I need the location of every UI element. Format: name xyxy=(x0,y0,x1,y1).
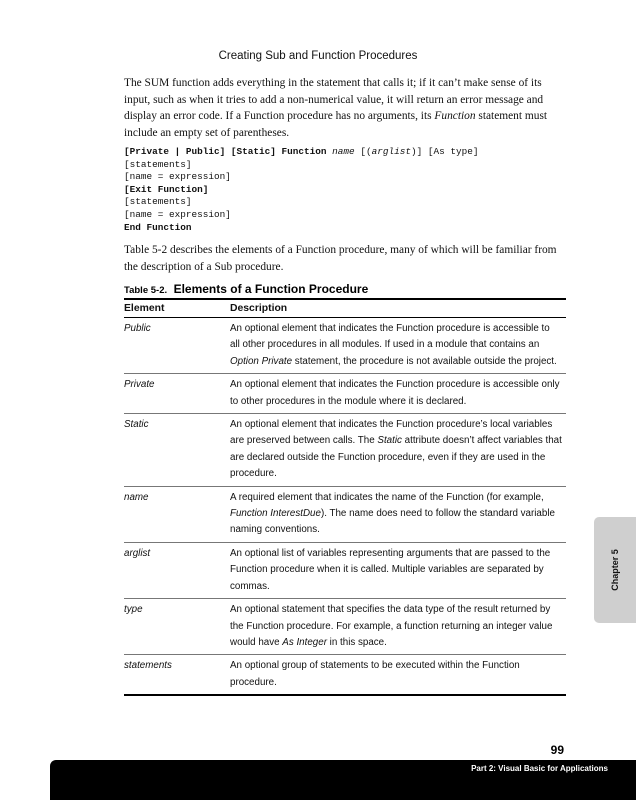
table-intro-paragraph: Table 5-2 describes the elements of a Function procedure, many of which will be familiar from the description of a Sub procedure. xyxy=(124,244,557,273)
chapter-thumb-tab xyxy=(594,517,636,623)
table-row xyxy=(124,414,566,487)
code-line-1-name: name xyxy=(332,146,355,157)
column-header-description: Description xyxy=(230,299,566,318)
description-emphasis: As Integer xyxy=(282,636,327,648)
element-cell: name xyxy=(124,486,230,542)
page-number: 99 xyxy=(550,743,564,757)
element-cell: arglist xyxy=(124,542,230,598)
element-cell: Private xyxy=(124,374,230,414)
description-text: An optional group of statements to be executed within the Function procedure. xyxy=(230,660,520,688)
description-cell xyxy=(230,414,566,487)
code-line-1-keywords: [Private | Public] [Static] Function xyxy=(124,146,333,157)
table-caption xyxy=(124,280,368,298)
table-row xyxy=(124,542,566,598)
footer-part-label: Part 2: Visual Basic for Applications xyxy=(471,764,608,773)
description-text-cont: in this space. xyxy=(326,636,387,648)
intro-text-a: The SUM function adds everything in the statement that calls it; if it can’t make sense of its input, such as when it tries to add a non-numerical value, it will return an error message and display an error code. If a Function procedure has no arguments, its xyxy=(124,77,544,122)
description-text-cont: attribute doesn’t affect variables that are declared outside the Function procedure, even if they are used in the procedure. xyxy=(230,435,562,480)
code-line-3: [name = expression] xyxy=(124,171,231,183)
element-cell: statements xyxy=(124,655,230,695)
description-text: An optional statement that specifies the data type of the result returned by the Function procedure. For example, a function returning an integer value would have xyxy=(230,604,553,648)
description-emphasis: Option Private xyxy=(230,355,293,367)
description-text: An optional element that indicates the Function procedure is accessible only to other procedures in the module where it is declared. xyxy=(230,379,560,407)
footer-bar xyxy=(50,760,636,800)
table-row xyxy=(124,486,566,542)
table-title: Elements of a Function Procedure xyxy=(173,282,369,296)
code-line-6: [name = expression] xyxy=(124,208,231,220)
intro-emphasis: Function xyxy=(434,110,476,122)
code-line-7: End Function xyxy=(124,221,192,233)
code-line-2: [statements] xyxy=(124,158,192,170)
description-emphasis: Static xyxy=(377,435,402,447)
description-cell xyxy=(230,374,566,414)
description-text-cont: ). The name does need to follow the standard variable naming conventions. xyxy=(230,508,555,536)
table-row xyxy=(124,318,566,374)
description-cell xyxy=(230,318,566,374)
table-row xyxy=(124,599,566,655)
code-line-1-mid: [( xyxy=(354,146,372,157)
table-row xyxy=(124,374,566,414)
intro-text-b: statement must include an empty set of parentheses. xyxy=(124,110,548,139)
running-header: Creating Sub and Function Procedures xyxy=(218,50,418,62)
description-cell xyxy=(230,655,566,695)
table-number: Table 5-2. xyxy=(124,285,168,296)
column-header-element: Element xyxy=(124,299,230,318)
element-cell: Public xyxy=(124,318,230,374)
table-row xyxy=(124,655,566,695)
elements-table xyxy=(124,298,566,696)
description-text: An optional element that indicates the Function procedure’s local variables are preserved between calls. The xyxy=(230,419,553,447)
description-text: An optional list of variables representing arguments that are passed to the Function procedure when it is called. Multiple variables are separated by commas. xyxy=(230,547,551,592)
code-line-4: [Exit Function] xyxy=(124,183,209,195)
description-cell xyxy=(230,599,566,655)
description-text-cont: statement, the procedure is not available outside the project. xyxy=(292,355,557,367)
intro-paragraph xyxy=(124,75,566,141)
description-cell xyxy=(230,542,566,598)
code-line-5: [statements] xyxy=(124,196,192,208)
code-line-1-arglist: arglist xyxy=(371,146,411,157)
syntax-code-block xyxy=(124,146,478,234)
description-emphasis: Function InterestDue xyxy=(230,508,321,520)
code-line-1-end: )] [As type] xyxy=(410,146,479,157)
chapter-tab-label: Chapter 5 xyxy=(610,549,620,591)
element-cell: type xyxy=(124,599,230,655)
description-text: An optional element that indicates the Function procedure is accessible to all other procedures in all modules. If used in a module that contains an xyxy=(230,323,550,351)
element-cell: Static xyxy=(124,414,230,487)
description-text: A required element that indicates the name of the Function (for example, xyxy=(230,491,544,503)
table-header-row xyxy=(124,299,566,318)
description-cell xyxy=(230,486,566,542)
